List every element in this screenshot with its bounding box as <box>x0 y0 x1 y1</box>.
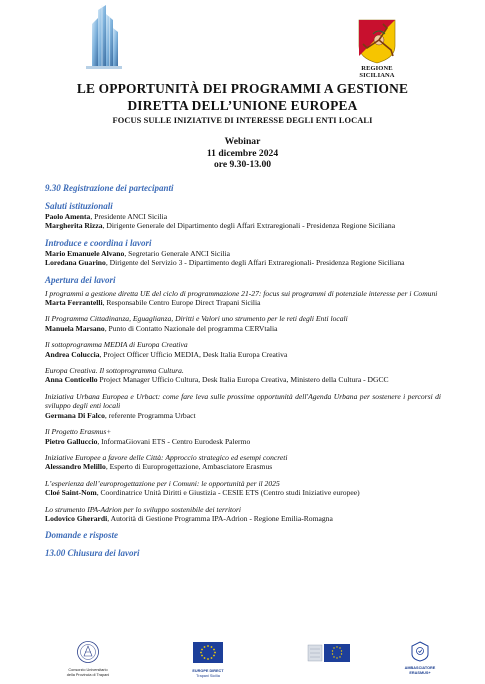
eu-flag-icon <box>183 641 233 665</box>
regione-siciliana-logo <box>344 18 410 78</box>
talk-entry: Iniziativa Urbana Europea e Urbact: come fare leva sulle prossime opportunità dell'Agenda Urbana per sostenere i percorsi di sviluppo degli enti locali Germana Di Falco, referente Programma Urbact <box>45 391 441 420</box>
agenda <box>45 183 441 559</box>
region-label: REGIONE SICILIANA <box>359 65 395 79</box>
event-type: Webinar <box>224 136 261 147</box>
talk-entry: I programmi a gestione diretta UE del ciclo di programmazione 21-27: focus sui programmi di potenziale interesse per i Comuni Marta Ferrantelli, Responsabile Centro Europe Direct Trapani Sicilia <box>45 288 438 308</box>
intro-heading: Introduce e coordina i lavori <box>45 237 152 248</box>
talk-entry: Il Programma Cittadinanza, Eguaglianza, Diritti e Valori uno strumento per le reti degli Enti locali Manuela Marsano, Punto di Contatto Nazionale del programma CERVtalia <box>45 314 348 333</box>
event-date: 11 dicembre 2024 <box>206 147 279 159</box>
speaker-entry: Paolo Amenta, Presidente ANCI Sicilia <box>45 212 168 221</box>
speaker-entry: Mario Emanuele Alvano, Segretario Generale ANCI Sicilia <box>45 248 230 258</box>
skyscraper-logo-icon <box>82 4 126 70</box>
logo2-label-line2: Trapani Sicilia <box>196 673 220 678</box>
talk-entry: Iniziative Europee a favore delle Città: Approccio strategico ed esempi concreti Alessandro Melillo, Esperto di Europrogettazione, Ambasciatore Erasmus <box>45 452 288 472</box>
logo4-label-line2: ERASMUS+ <box>409 670 431 675</box>
talk-entry: L’esperienza dell’europrogettazione per i Comuni: le opportunità per il 2025 Cloé Saint-Nom, Coordinatrice Unità Diritti e Giustizia - CESIE ETS (Centro studi Iniziative europee) <box>45 478 360 498</box>
title-block <box>0 80 485 125</box>
registration-heading: 9.30 Registrazione dei partecipanti <box>45 183 174 193</box>
europe-direct-logo <box>183 641 233 678</box>
talk-entry: Lo strumento IPA-Adrion per lo sviluppo sostenibile dei territori Lodovico Gherardi, Autorità di Gestione Programma IPA-Adrion - Regione Emilia-Romagna <box>45 504 333 523</box>
university-seal-icon <box>58 640 118 664</box>
opening-heading: Apertura dei lavori <box>45 274 116 285</box>
event-info <box>0 136 485 171</box>
logo2-label-line1: EUROPE DIRECT <box>192 669 224 673</box>
speaker-entry: Loredana Guarino, Dirigente del Servizio 3 - Dipartimento degli Affari Extraregionali- Presidenza Regione Siciliana <box>45 258 405 268</box>
main-title-line2: DIRETTA DELL’UNIONE EUROPEA <box>127 98 358 113</box>
consorzio-universitario-logo <box>58 640 118 677</box>
logo4-label-line1: AMBASCIATORE <box>404 666 436 670</box>
eu-commission-building-icon <box>306 641 354 665</box>
greetings-heading: Saluti istituzionali <box>45 201 113 211</box>
closing-heading: 13.00 Chiusura dei lavori <box>45 548 140 559</box>
main-title-line1: LE OPPORTUNITÀ DEI PROGRAMMI A GESTIONE <box>76 81 409 96</box>
talk-entry: Il Progetto Erasmus+ Pietro Galluccio, InformaGiovani ETS - Centro Eurodesk Palermo <box>45 427 251 446</box>
event-time: ore 9.30-13.00 <box>213 159 272 170</box>
erasmus-badge-icon <box>398 640 442 662</box>
trinacria-shield-icon <box>357 18 397 64</box>
questions-heading: Domande e risposte <box>45 530 118 541</box>
logo1-label-line1: Consorzio Universitario <box>68 668 108 672</box>
talk-entry: Europa Creativa. Il sottoprogramma Cultura. Anna Conticello Project Manager Ufficio Cultura, Desk Italia Europa Creativa, Ministero della Cultura - DGCC <box>45 366 389 385</box>
erasmus-ambassador-logo <box>398 640 442 675</box>
eu-commission-building-logo <box>306 641 354 669</box>
speaker-entry: Margherita Rizza, Dirigente Generale del Dipartimento degli Affari Extraregionali - Presidenza Regione Siciliana <box>45 221 396 231</box>
talk-entry: Il sottoprogramma MEDIA di Europa Creativa Andrea Coluccia, Project Officer Ufficio MEDIA, Desk Italia Europa Creativa <box>45 340 288 359</box>
subtitle: FOCUS SULLE INIZIATIVE DI INTERESSE DEGLI ENTI LOCALI <box>112 116 373 125</box>
logo1-label-line2: della Provincia di Trapani <box>66 672 110 677</box>
